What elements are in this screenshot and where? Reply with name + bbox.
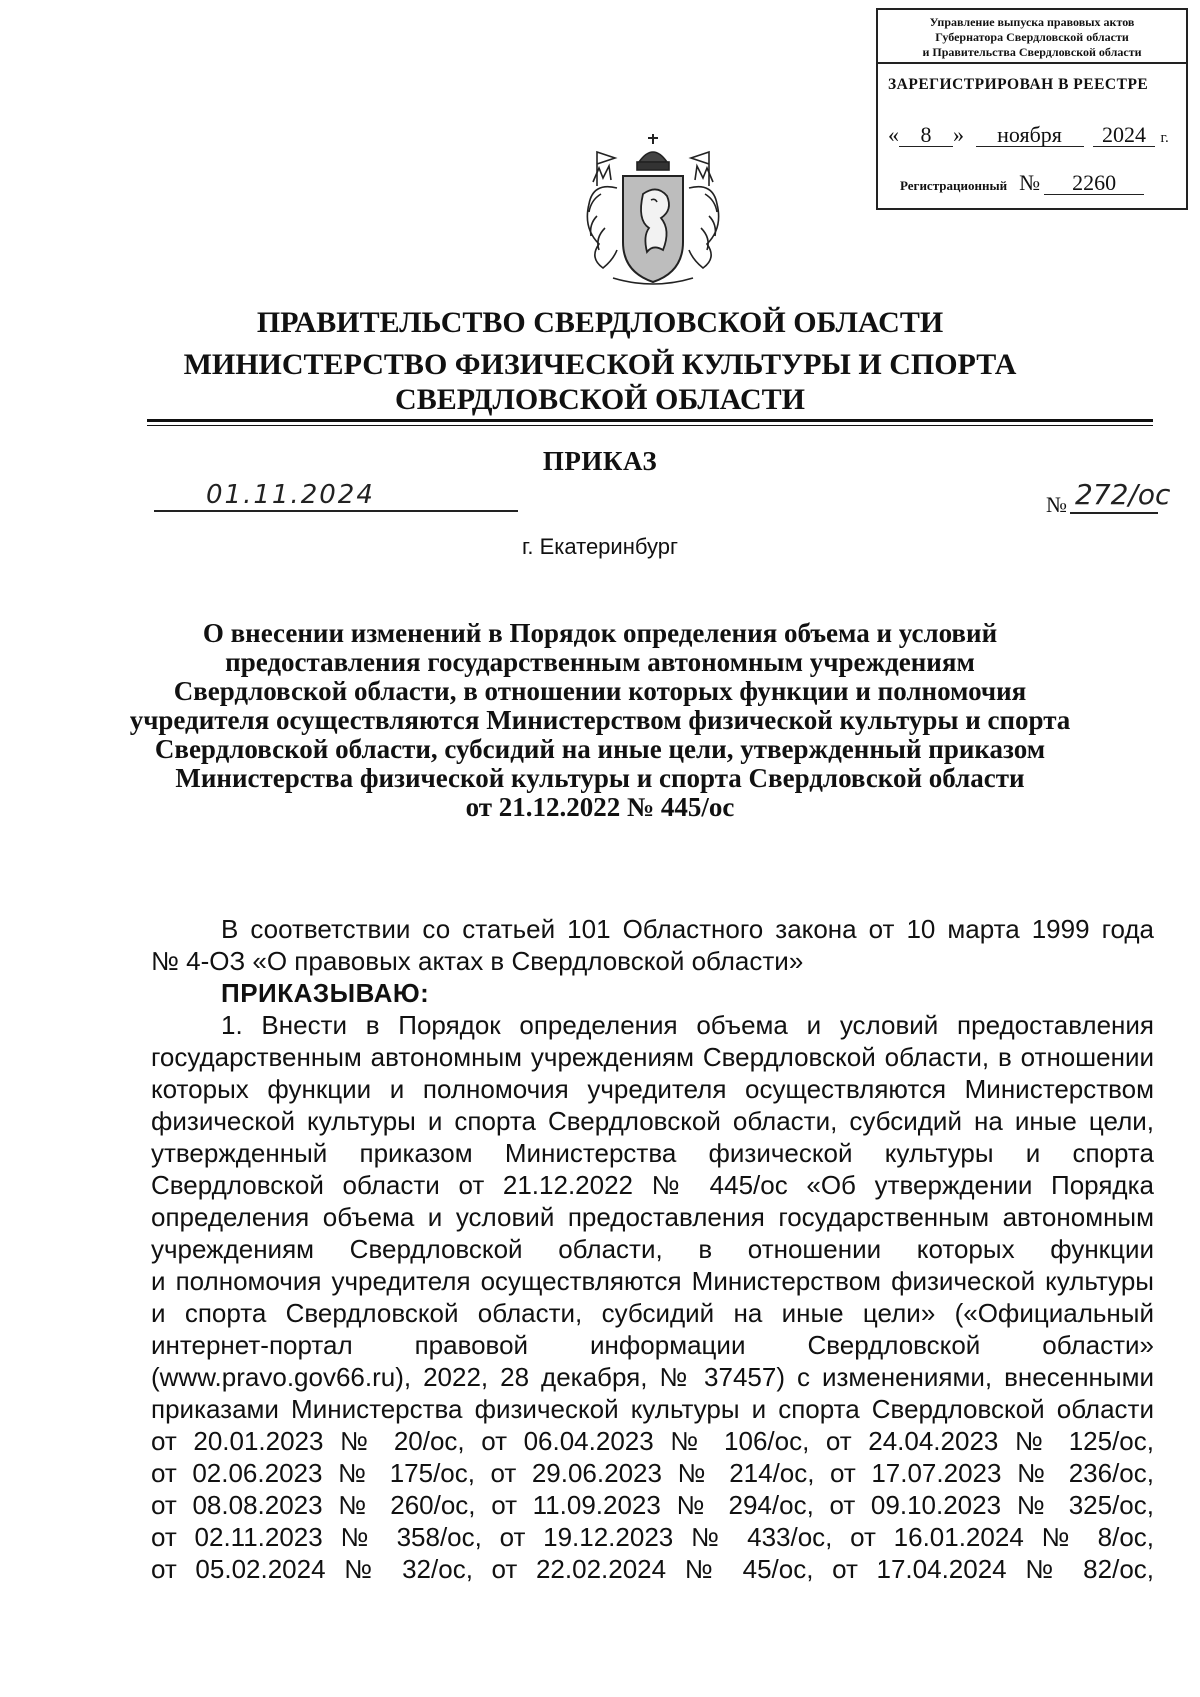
body-line: № 4-ОЗ «О правовых актах в Свердловской области»: [151, 946, 804, 976]
registry-department-line: Губернатора Свердловской области: [935, 30, 1129, 44]
body-line: Свердловской области от 21.12.2022 № 445/ос «Об утверждении Порядка: [151, 1170, 1154, 1200]
registry-number-sign: №: [1019, 170, 1041, 195]
ministry-heading-line1: МИНИСТЕРСТВО ФИЗИЧЕСКОЙ КУЛЬТУРЫ И СПОРТА: [183, 348, 1017, 381]
body-line: и полномочия учредителя осуществляются Министерством физической культуры: [151, 1266, 1154, 1296]
registry-year: 2024: [1093, 124, 1155, 147]
order-city: г. Екатеринбург: [522, 534, 678, 559]
government-heading: ПРАВИТЕЛЬСТВО СВЕРДЛОВСКОЙ ОБЛАСТИ: [256, 306, 944, 339]
registry-stamp: [876, 8, 1188, 210]
body-line: интернет-портал правовой информации Свердловской области»: [151, 1330, 1154, 1360]
body-line: физической культуры и спорта Свердловской области, субсидий на иные цели,: [151, 1106, 1154, 1136]
title-line: учредителя осуществляются Министерством физической культуры и спорта: [129, 705, 1071, 735]
body-line: от 02.11.2023 № 358/ос, от 19.12.2023 № 433/ос, от 16.01.2024 № 8/ос,: [151, 1522, 1154, 1552]
registry-day: 8: [899, 124, 953, 147]
title-line: О внесении изменений в Порядок определения объема и условий: [202, 618, 998, 648]
body-line: В соответствии со статьей 101 Областного закона от 10 марта 1999 года: [221, 914, 1154, 944]
body-line: учреждениям Свердловской области, в отношении которых функции: [151, 1234, 1154, 1264]
order-number-line: [1070, 512, 1158, 514]
title-line: Министерства физической культуры и спорта Свердловской области: [175, 763, 1025, 793]
body-line: от 05.02.2024 № 32/ос, от 22.02.2024 № 45/ос, от 17.04.2024 № 82/ос,: [151, 1554, 1154, 1584]
registry-year-suffix: г.: [1160, 130, 1169, 146]
registry-department-line: и Правительства Свердловской области: [922, 45, 1142, 59]
title-line: от 21.12.2022 № 445/ос: [465, 792, 735, 822]
body-line: и спорта Свердловской области, субсидий на иные цели» («Официальный: [151, 1298, 1154, 1328]
body-line: от 02.06.2023 № 175/ос, от 29.06.2023 № 214/ос, от 17.07.2023 № 236/ос,: [151, 1458, 1154, 1488]
body-line: государственным автономным учреждениям Свердловской области, в отношении: [151, 1042, 1154, 1072]
order-number-handwritten: 272/ос: [1075, 478, 1171, 511]
document-kind: ПРИКАЗ: [542, 446, 658, 476]
order-title: [120, 619, 1080, 822]
order-date-line: [154, 510, 518, 512]
registry-department-line: Управление выпуска правовых актов: [929, 15, 1135, 29]
registry-date: [888, 122, 1169, 148]
registry-number-row: [900, 170, 1144, 196]
body-line: приказами Министерства физической культуры и спорта Свердловской области: [151, 1394, 1154, 1424]
body-line: которых функции и полномочия учредителя осуществляются Министерством: [151, 1074, 1154, 1104]
title-line: Свердловской области, в отношении которых функции и полномочия: [173, 676, 1027, 706]
header-divider-thin: [147, 425, 1153, 426]
body-line: от 20.01.2023 № 20/ос, от 06.04.2023 № 106/ос, от 24.04.2023 № 125/ос,: [151, 1426, 1154, 1456]
body-line: (www.pravo.gov66.ru), 2022, 28 декабря, № 37457) с изменениями, внесенными: [151, 1362, 1154, 1392]
registry-number: 2260: [1044, 172, 1144, 195]
title-line: Свердловской области, субсидий на иные цели, утвержденный приказом: [154, 734, 1046, 764]
registry-status: ЗАРЕГИСТРИРОВАН В РЕЕСТРЕ: [888, 76, 1149, 93]
registry-number-label: Регистрационный: [900, 178, 1008, 193]
ministry-heading-line2: СВЕРДЛОВСКОЙ ОБЛАСТИ: [395, 383, 805, 416]
order-number-sign: №: [1046, 492, 1067, 517]
registry-open-quote: «: [888, 122, 899, 147]
registry-close-quote: »: [953, 122, 964, 147]
registry-department: [878, 10, 1186, 64]
body-line: от 08.08.2023 № 260/ос, от 11.09.2023 № 294/ос, от 09.10.2023 № 325/ос,: [151, 1490, 1154, 1520]
registry-month: ноября: [976, 124, 1084, 147]
title-line: предоставления государственным автономным учреждениям: [225, 647, 975, 677]
order-body: [151, 913, 1154, 1585]
header-divider-thick: [147, 419, 1153, 422]
body-line: 1. Внести в Порядок определения объема и условий предоставления: [221, 1010, 1154, 1040]
body-line: определения объема и условий предоставления государственным автономным: [151, 1202, 1154, 1232]
order-date-handwritten: 01.11.2024: [206, 480, 375, 510]
body-line: утвержденный приказом Министерства физической культуры и спорта: [151, 1138, 1154, 1168]
order-directive: ПРИКАЗЫВАЮ:: [221, 978, 430, 1008]
coat-of-arms-icon: [553, 132, 753, 290]
